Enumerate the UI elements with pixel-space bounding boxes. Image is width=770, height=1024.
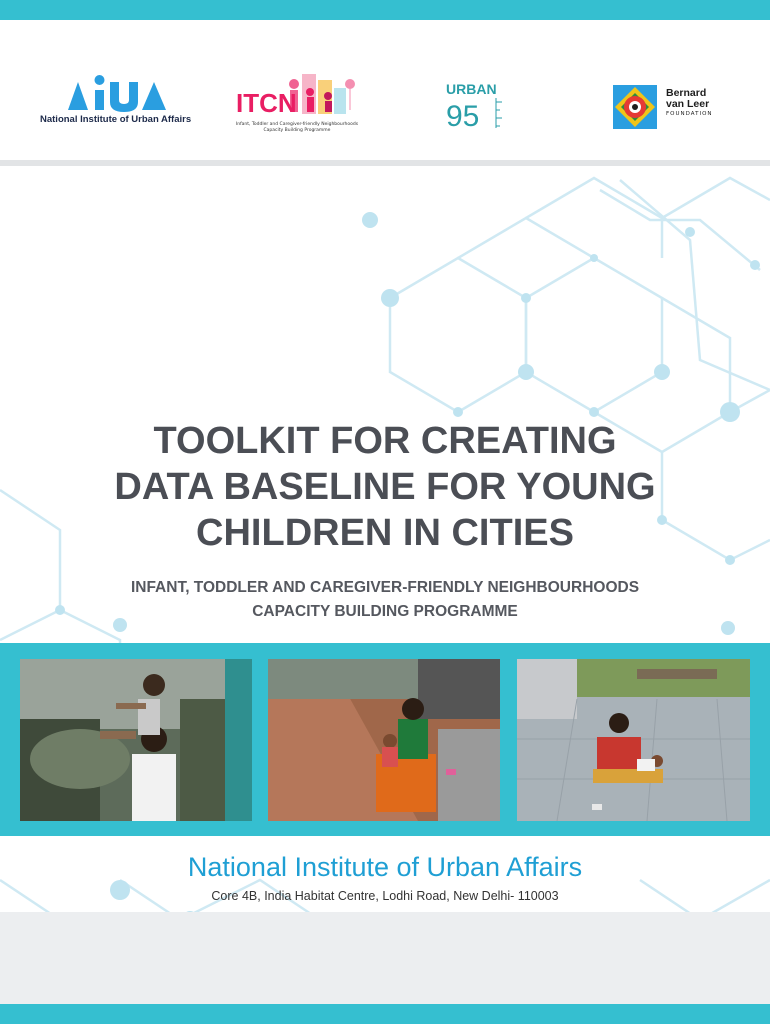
father-carrying-child-photo (20, 659, 252, 821)
publisher-name: National Institute of Urban Affairs (187, 852, 583, 882)
document-title (60, 418, 710, 556)
svg-text:URBAN: URBAN (446, 81, 497, 97)
subtitle-line: CAPACITY BUILDING PROGRAMME (252, 603, 518, 620)
itcn-mark-icon (232, 70, 362, 120)
itcn-logo-subtitle: Infant, Toddler and Caregiver-friendly Neighbourhoods Capacity Building Programme (235, 122, 359, 133)
svg-text:95: 95 (446, 100, 480, 133)
itcn-logo (232, 70, 362, 140)
title-line: CHILDREN IN CITIES (196, 512, 574, 554)
title-line: TOOLKIT FOR CREATING (153, 420, 617, 462)
niua-logo-name: National Institute of Urban Affairs (40, 114, 192, 125)
bvl-logo-foundation: FOUNDATION (666, 111, 713, 117)
footer-band (0, 912, 770, 1004)
urban95-logo (444, 80, 514, 136)
niua-logo (40, 72, 190, 128)
bvl-logo-name: Bernard van Leer (666, 87, 710, 110)
mother-with-child-on-ground-photo (517, 659, 750, 821)
title-line: DATA BASELINE FOR YOUNG (114, 466, 656, 508)
svg-text:ITCN: ITCN (236, 88, 297, 118)
urban95-mark-icon (444, 80, 514, 136)
bernard-van-leer-logo (612, 84, 722, 130)
niua-mark-icon (40, 72, 190, 112)
bottom-accent-bar (0, 1004, 770, 1024)
subtitle-line: INFANT, TODDLER AND CAREGIVER-FRIENDLY NEIGHBOURHOODS (130, 579, 640, 596)
bvl-mark-icon (612, 84, 658, 130)
document-subtitle (60, 576, 710, 624)
photo-band (0, 643, 770, 836)
mother-with-child-on-pavement-photo (268, 659, 500, 821)
top-accent-bar (0, 0, 770, 20)
publisher-address: Core 4B, India Habitat Centre, Lodhi Road, New Delhi- 110003 (211, 889, 559, 903)
